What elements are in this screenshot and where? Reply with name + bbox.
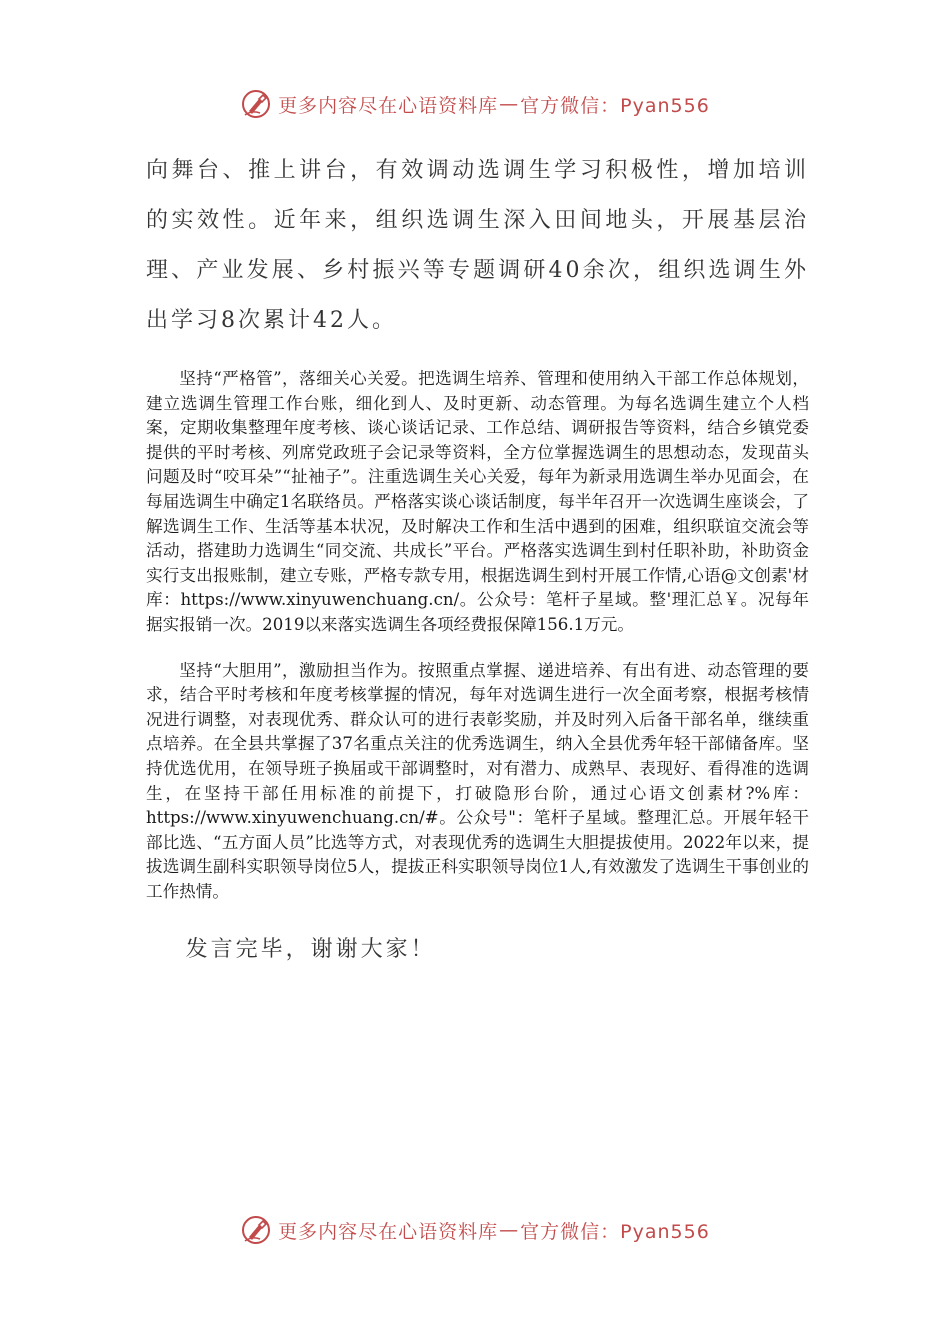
paragraph-bold-appointment: 坚持“大胆用”，激励担当作为。按照重点掌握、递进培养、有出有进、动态管理的要求，结合平时考核和年度考核掌握的情况，每年对选调生进行一次全面考察，根据考核情况进行调整，对表现优秀、群众认可的进行表彰奖励，并及时列入后备干部名单，继续重点培养。在全县共掌握了37名重点关注的优秀选调生，纳入全县优秀年轻干部储备库。坚持优选优用，在领导班子换届或干部调整时，对有潜力、成熟早、表现好、看得准的选调生，在坚持干部任用标准的前提下，打破隐形台阶，通过心语文创素材?%库：https://www.xinyuwenchuang.cn/#。公众号"：笔杆子星域。整理汇总。开展年轻干部比选、“五方面人员”比选等方式，对表现优秀的选调生大胆提拔使用。2022年以来，提拔选调生副科实职领导岗位5人，提拔正科实职领导岗位1人,有效激发了选调生干事创业的工作热情。 [146,660,809,901]
footer-watermark [0,1210,950,1250]
intro-paragraph: 向舞台、推上讲台，有效调动选调生学习积极性，增加培训的实效性。近年来，组织选调生深入田间地头，开展基层治理、产业发展、乡村振兴等专题调研40余次，组织选调生外出学习8次累计42人。 [146,158,809,333]
paragraph-strict-management: 坚持“严格管”，落细关心关爱。把选调生培养、管理和使用纳入干部工作总体规划，建立选调生管理工作台账，细化到人、及时更新、动态管理。为每名选调生建立个人档案，定期收集整理年度考核、谈心谈话记录、工作总结、调研报告等资料，结合乡镇党委提供的平时考核、列席党政班子会记录等资料，全方位掌握选调生的思想动态，发现苗头问题及时“咬耳朵”“扯袖子”。注重选调生关心关爱，每年为新录用选调生举办见面会，在每届选调生中确定1名联络员。严格落实谈心谈话制度，每半年召开一次选调生座谈会，了解选调生工作、生活等基本状况，及时解决工作和生活中遇到的困难，组织联谊交流会等活动，搭建助力选调生“同交流、共成长”平台。严格落实选调生到村任职补助，补助资金实行支出报账制，建立专账，严格专款专用，根据选调生到村开展工作情,心语@文创素'材库：https://www.xinyuwenchuang.cn/。公众号：笔杆子星域。整'理汇总￥。况每年据实报销一次。2019以来落实选调生各项经费报保障156.1万元。 [146,369,809,634]
watermark-brand-text: 更多内容尽在心语资料库 [278,94,499,117]
pen-nib-logo-icon [240,1214,272,1246]
watermark-separator: — [499,93,520,115]
watermark-contact-text: 官方微信：Pyan556 [520,94,710,117]
header-watermark [0,84,950,124]
closing-remark: 发言完毕，谢谢大家！ [185,937,436,963]
watermark-brand-text: 更多内容尽在心语资料库 [278,1220,499,1243]
document-body [146,146,809,963]
watermark-separator: — [499,1219,520,1241]
watermark-contact-text: 官方微信：Pyan556 [520,1220,710,1243]
pen-nib-logo-icon [240,88,272,120]
